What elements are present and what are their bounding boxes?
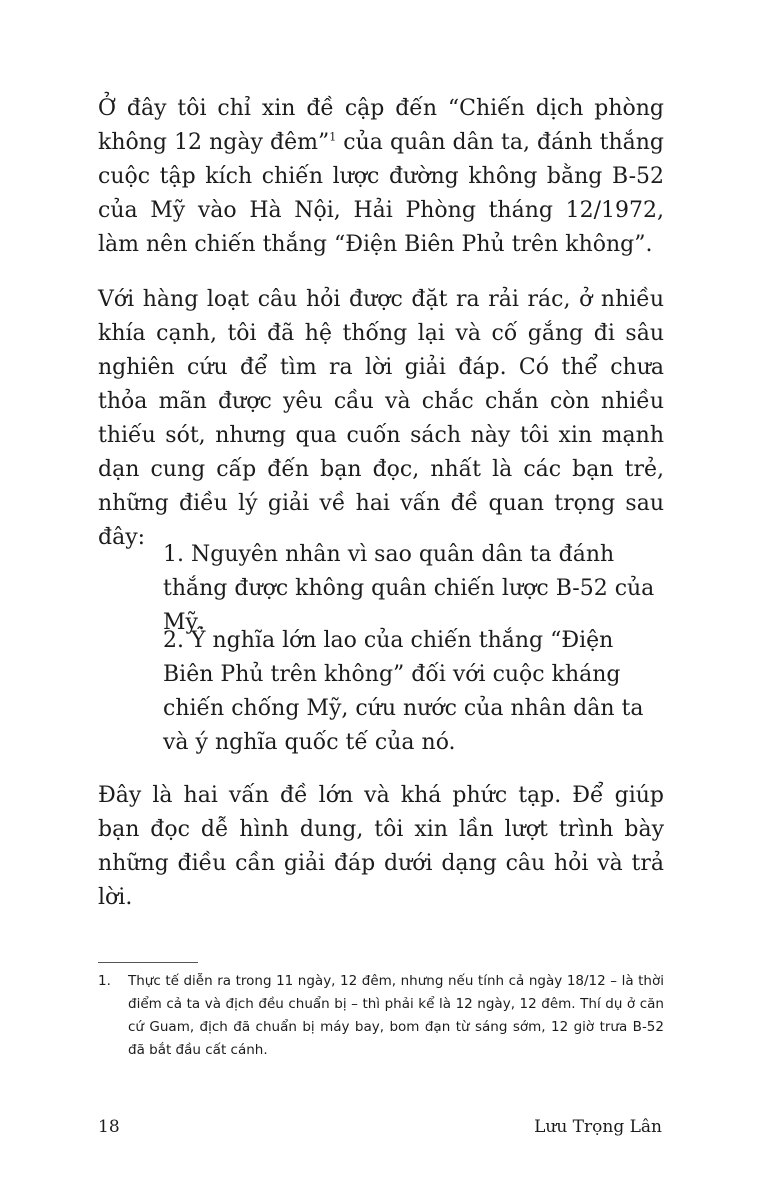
running-author: Lưu Trọng Lân [534,1117,662,1137]
list-item-2: 2. Ý nghĩa lớn lao của chiến thắng “Điện Biên Phủ trên không” đối với cuộc kháng chiến chống Mỹ, cứu nước của nhân dân ta và ý nghĩa quốc tế của nó. [163,628,644,755]
paragraph-intro-text-end: của quân dân ta, đánh thắng cuộc tập kích chiến lược đường không bằng B-52 của Mỹ vào Hà Nội, Hải Phòng tháng 12/1972, làm nên chiến thắng “Điện Biên Phủ trên không”. [98,130,664,257]
footnote-number: 1. [98,973,111,989]
paragraph-intro [98,92,664,262]
paragraph-questions: Với hàng loạt câu hỏi được đặt ra rải rác, ở nhiều khía cạnh, tôi đã hệ thống lại và cố gắng đi sâu nghiên cứu để tìm ra lời giải đáp. Có thể chưa thỏa mãn được yêu cầu và chắc chắn còn nhiều thiếu sót, nhưng qua cuốn sách này tôi xin mạnh dạn cung cấp đến bạn đọc, nhất là các bạn trẻ, những điều lý giải về hai vấn đề quan trọng sau đây: [98,287,664,550]
paragraph-conclusion: Đây là hai vấn đề lớn và khá phức tạp. Để giúp bạn đọc dễ hình dung, tôi xin lần lượt trình bày những điều cần giải đáp dưới dạng câu hỏi và trả lời. [98,783,664,910]
footnote-reference: 1 [329,130,337,144]
footnote [98,970,664,1062]
paragraph-intro-text-start: Ở đây tôi chỉ xin đề cập đến “Chiến dịch phòng không 12 ngày đêm” [98,96,664,155]
footnote-text: Thực tế diễn ra trong 11 ngày, 12 đêm, nhưng nếu tính cả ngày 18/12 – là thời điểm cả ta và địch đều chuẩn bị – thì phải kể là 12 ngày, 12 đêm. Thí dụ ở căn cứ Guam, địch đã chuẩn bị máy bay, bom đạn từ sáng sớm, 12 giờ trưa B-52 đã bắt đầu cất cánh. [128,973,664,1058]
footnote-divider [98,962,198,963]
page-number: 18 [98,1117,120,1137]
list-item-1: 1. Nguyên nhân vì sao quân dân ta đánh thắng được không quân chiến lược B-52 của Mỹ. [163,542,655,635]
